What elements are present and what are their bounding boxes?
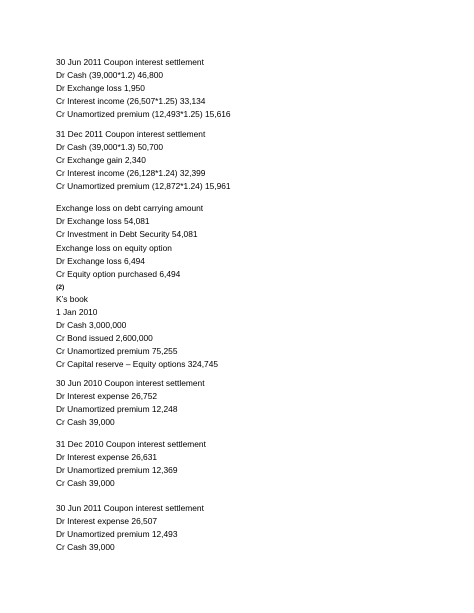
entry-line: Cr Unamortized premium (12,872*1.24) 15,961 [56,181,231,191]
entry-line: Cr Unamortized premium 75,255 [56,346,178,356]
entry-line: Cr Cash 39,000 [56,417,115,427]
entry-line: Cr Bond issued 2,600,000 [56,333,153,343]
entry-line: Cr Capital reserve – Equity options 324,745 [56,359,219,369]
entry-line: Dr Exchange loss 54,081 [56,216,150,226]
entry-line: Cr Equity option purchased 6,494 [56,269,181,279]
entry-line: Cr Cash 39,000 [56,542,115,552]
entry-line: Dr Interest expense 26,752 [56,391,158,401]
entry-line: Dr Exchange loss 6,494 [56,256,145,266]
entry-heading: 30 Jun 2011 Coupon interest settlement [56,57,204,67]
entry-line: Cr Unamortized premium (12,493*1.25) 15,616 [56,109,231,119]
entry-line: Dr Cash (39,000*1.3) 50,700 [56,142,164,152]
entry-heading: 31 Dec 2011 Coupon interest settlement [56,129,206,139]
entry-heading: Exchange loss on debt carrying amount [56,203,204,213]
entry-line: Dr Exchange loss 1,950 [56,83,145,93]
book-title: K’s book [56,294,88,304]
entry-heading: 30 Jun 2011 Coupon interest settlement [56,503,204,513]
entry-line: Dr Cash 3,000,000 [56,320,127,330]
entry-line: Dr Interest expense 26,507 [56,516,158,526]
entry-line: Dr Unamortized premium 12,493 [56,529,178,539]
entry-line: Cr Interest income (26,128*1.24) 32,399 [56,168,206,178]
entry-heading: 30 Jun 2010 Coupon interest settlement [56,378,205,388]
entry-line: Cr Investment in Debt Security 54,081 [56,229,198,239]
entry-line: Dr Interest expense 26,631 [56,452,158,462]
entry-line: Dr Unamortized premium 12,369 [56,465,178,475]
entry-heading: Exchange loss on equity option [56,243,172,253]
entry-line: Cr Exchange gain 2,340 [56,155,146,165]
entry-date: 1 Jan 2010 [56,307,98,317]
entry-heading: 31 Dec 2010 Coupon interest settlement [56,439,206,449]
part-label: (2) [56,284,65,291]
entry-line: Cr Cash 39,000 [56,478,115,488]
entry-line: Dr Cash (39,000*1.2) 46,800 [56,70,164,80]
entry-line: Cr Interest income (26,507*1.25) 33,134 [56,96,206,106]
entry-line: Dr Unamortized premium 12,248 [56,404,178,414]
